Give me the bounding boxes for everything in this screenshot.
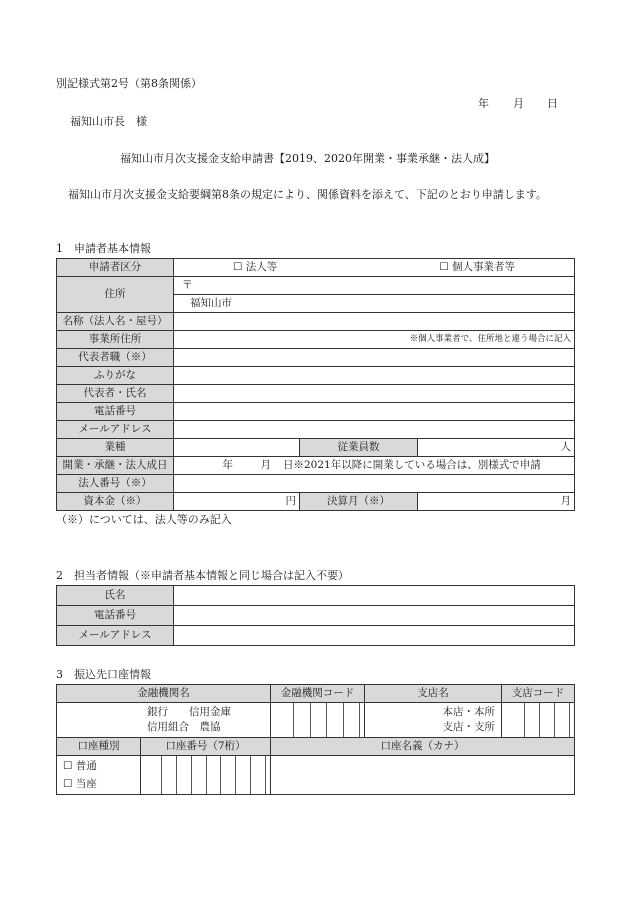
account-number-field[interactable] (141, 756, 271, 795)
form-number: 別記様式第2号（第8条関係） (56, 77, 202, 90)
account-number-label: 口座番号（7桁） (141, 738, 271, 756)
branch-name-label: 支店名 (365, 685, 502, 703)
bank-types-line2: 信用組合 農協 (147, 721, 221, 733)
branch-types-line1: 本店・本所 (442, 706, 495, 718)
bank-code-field[interactable] (271, 703, 365, 738)
corp-number-label: 法人番号（※） (57, 475, 174, 493)
email-field[interactable] (174, 421, 575, 439)
page-title: 福知山市月次支援金支給申請書【2019、2020年開業・事業承継・法人成】 (120, 152, 495, 165)
branch-types-line2: 支店・支所 (442, 721, 495, 733)
opening-date-field[interactable] (174, 457, 575, 475)
fiscal-month-field[interactable]: 月 (418, 493, 575, 511)
corp-number-field[interactable] (174, 475, 575, 493)
ordinary-checkbox[interactable]: ☐ 普通 (63, 760, 97, 772)
bank-name-label: 金融機関名 (57, 685, 271, 703)
email-label: メールアドレス (57, 421, 174, 439)
date-year: 年 (478, 97, 489, 110)
address-label: 住所 (57, 277, 174, 313)
address-field[interactable]: 福知山市 (174, 295, 575, 313)
current-checkbox[interactable]: ☐ 当座 (63, 778, 97, 790)
date-month: 月 (513, 97, 524, 110)
individual-checkbox[interactable]: ☐ 個人事業者等 (439, 261, 516, 273)
applicant-type-label: 申請者区分 (57, 259, 174, 277)
postal-field[interactable]: 〒 (174, 277, 575, 295)
bank-types-line1: 銀行 信用金庫 (147, 706, 231, 718)
furigana-field[interactable] (174, 367, 575, 385)
month-unit: 月 (260, 459, 271, 471)
employees-label: 従業員数 (300, 439, 418, 457)
capital-field[interactable]: 円 (174, 493, 300, 511)
office-address-label: 事業所住所 (57, 331, 174, 349)
section2-heading: 2 担当者情報（※申請者基本情報と同じ場合は記入不要） (56, 569, 349, 582)
bank-table (56, 684, 575, 795)
section1-heading: 1 申請者基本情報 (56, 242, 151, 255)
contact-email-label: メールアドレス (57, 626, 174, 646)
contact-name-field[interactable] (174, 586, 575, 606)
contact-name-label: 氏名 (57, 586, 174, 606)
date-day: 日 (547, 97, 558, 110)
fiscal-month-label: 決算月（※） (300, 493, 418, 511)
applicant-type-options[interactable] (174, 259, 575, 277)
branch-code-label: 支店コード (502, 685, 575, 703)
office-address-field[interactable]: ※個人事業者で、住所地と違う場合に記入 (174, 331, 575, 349)
branch-code-field[interactable] (502, 703, 575, 738)
section1-footnote: （※）については、法人等のみ記入 (56, 513, 232, 526)
rep-name-label: 代表者・氏名 (57, 385, 174, 403)
opening-date-label: 開業・承継・法人成日 (57, 457, 174, 475)
name-label: 名称（法人名・屋号） (57, 313, 174, 331)
account-type-label: 口座種別 (57, 738, 141, 756)
bank-code-label: 金融機関コード (271, 685, 365, 703)
applicant-table (56, 258, 575, 511)
account-holder-field[interactable] (271, 756, 575, 795)
industry-label: 業種 (57, 439, 174, 457)
capital-label: 資本金（※） (57, 493, 174, 511)
contact-email-field[interactable] (174, 626, 575, 646)
branch-name-field[interactable] (365, 703, 502, 738)
day-note: 日※2021年以降に開業している場合は、別様式で申請 (283, 459, 541, 471)
account-type-field[interactable] (57, 756, 141, 795)
corp-checkbox[interactable]: ☐ 法人等 (233, 261, 278, 273)
intro-text: 福知山市月次支援金支給要綱第8条の規定により、関係資料を添えて、下記のとおり申請します。 (68, 188, 547, 201)
phone-field[interactable] (174, 403, 575, 421)
year-unit: 年 (222, 459, 233, 471)
rep-title-label: 代表者職（※） (57, 349, 174, 367)
account-holder-label: 口座名義（カナ） (271, 738, 575, 756)
industry-field[interactable] (174, 439, 300, 457)
contact-phone-field[interactable] (174, 606, 575, 626)
addressee: 福知山市長 様 (70, 115, 147, 128)
rep-name-field[interactable] (174, 385, 575, 403)
name-field[interactable] (174, 313, 575, 331)
rep-title-field[interactable] (174, 349, 575, 367)
employees-field[interactable]: 人 (418, 439, 575, 457)
phone-label: 電話番号 (57, 403, 174, 421)
bank-name-field[interactable] (57, 703, 271, 738)
contact-table (56, 585, 575, 646)
furigana-label: ふりがな (57, 367, 174, 385)
contact-phone-label: 電話番号 (57, 606, 174, 626)
section3-heading: 3 振込先口座情報 (56, 668, 151, 681)
